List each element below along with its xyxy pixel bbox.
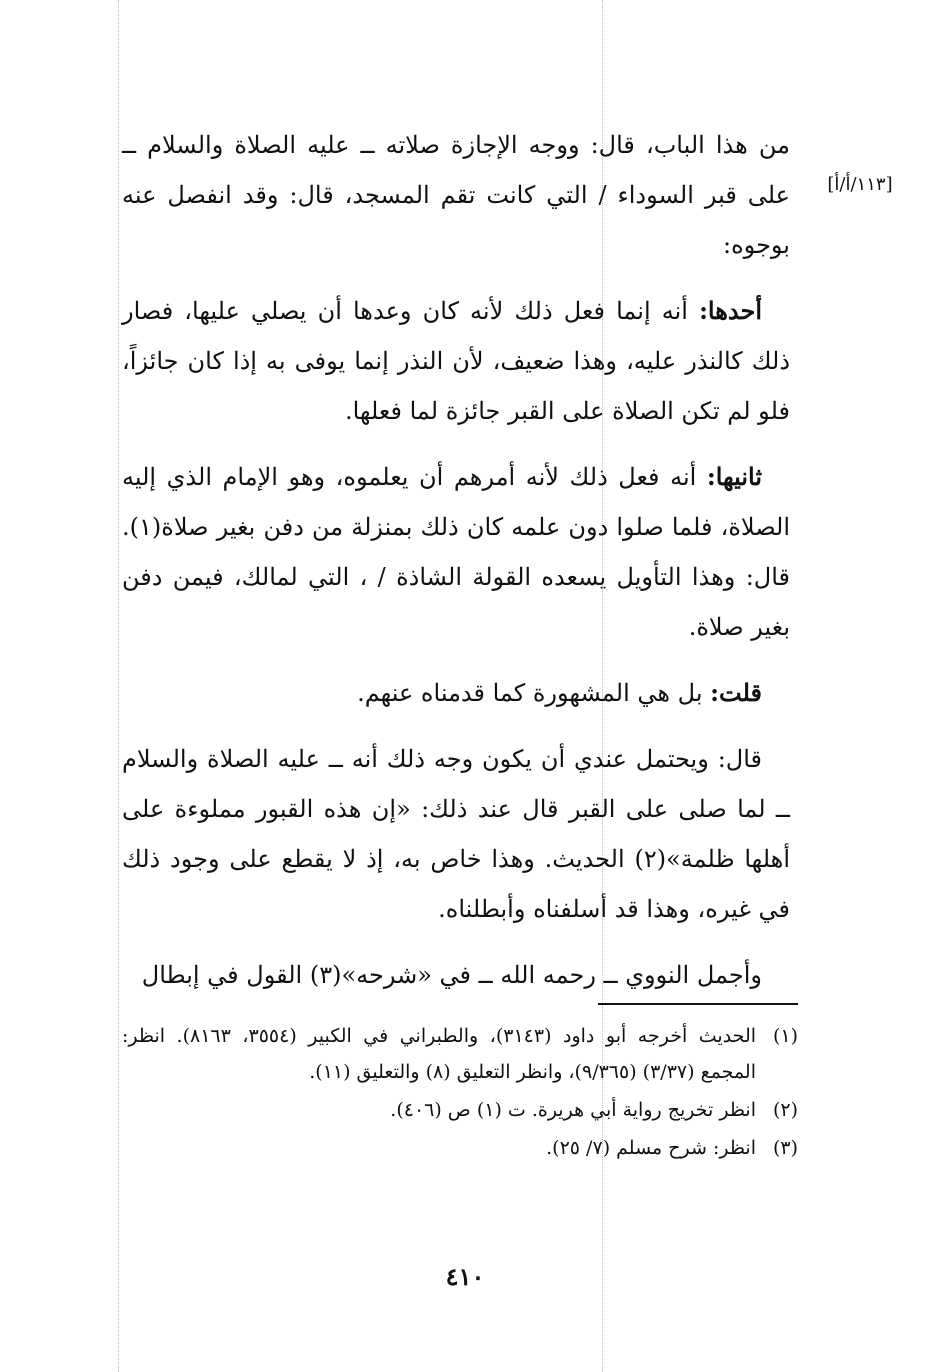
footnote-number: (٢) <box>772 1099 798 1121</box>
paragraph-text: قال: ويحتمل عندي أن يكون وجه ذلك أنه ــ عليه الصلاة والسلام ــ لما صلى على القبر قال عند ذلك: «إن هذه القبور مملوءة على أهلها ظلمة»(٢) الحديث. وهذا خاص به، إذ لا يقطع على وجود ذلك في غيره، وهذا قد أسلفناه وأبطلناه. <box>122 745 791 923</box>
footnote-text: انظر تخريج رواية أبي هريرة. ت (١) ص (٤٠٦). <box>390 1099 756 1121</box>
paragraph-lead: قلت: <box>710 678 762 707</box>
paragraph <box>122 286 790 436</box>
paragraph <box>122 668 790 718</box>
paragraph <box>122 734 790 934</box>
footnotes <box>122 1018 798 1168</box>
footnote-text: الحديث أخرجه أبو داود (٣١٤٣)، والطبراني في الكبير (٣٥٥٤، ٨١٦٣). انظر: المجمع (٣/٣٧) (٩/٣٦٥)، وانظر التعليق (٨) والتعليق (١١). <box>122 1025 757 1083</box>
page-number: ٤١٠ <box>445 1262 485 1291</box>
footnote <box>122 1092 798 1128</box>
paragraph-text: من هذا الباب، قال: ووجه الإجازة صلاته ــ عليه الصلاة والسلام ــ على قبر السوداء / التي كانت تقم المسجد، قال: وقد انفصل عنه بوجوه: <box>122 131 791 259</box>
footnote <box>122 1018 798 1090</box>
paragraph-text: أنه إنما فعل ذلك لأنه كان وعدها أن يصلي عليها، فصار ذلك كالنذر عليه، وهذا ضعيف، لأن النذر إنما يوفى به إذا كان جائزاً، فلو لم تكن الصلاة على القبر جائزة لما فعلها. <box>122 297 790 425</box>
paragraph <box>122 950 790 1000</box>
footnote <box>122 1130 798 1166</box>
margin-manuscript-reference: [١١٣/أ/أ] <box>827 174 893 195</box>
footnote-number: (٣) <box>772 1137 798 1159</box>
scan-artifact-line <box>118 0 119 1372</box>
footnote-number: (١) <box>772 1025 798 1047</box>
main-text <box>122 120 790 1016</box>
paragraph-lead: أحدها: <box>699 296 762 325</box>
footnote-text: انظر: شرح مسلم (٧/ ٢٥). <box>546 1137 756 1159</box>
footnote-separator <box>598 1003 798 1005</box>
paragraph-text: وأجمل النووي ــ رحمه الله ــ في «شرحه»(٣) القول في إبطال <box>141 961 762 989</box>
paragraph-text: بل هي المشهورة كما قدمناه عنهم. <box>357 679 711 707</box>
paragraph <box>122 120 790 270</box>
paragraph <box>122 452 790 652</box>
paragraph-lead: ثانيها: <box>706 462 762 491</box>
paragraph-text: أنه فعل ذلك لأنه أمرهم أن يعلموه، وهو الإمام الذي إليه الصلاة، فلما صلوا دون علمه كان ذلك بمنزلة من دفن بغير صلاة(١). قال: وهذا التأويل يسعده القولة الشاذة / ، التي لمالك، فيمن دفن بغير صلاة. <box>122 463 790 641</box>
